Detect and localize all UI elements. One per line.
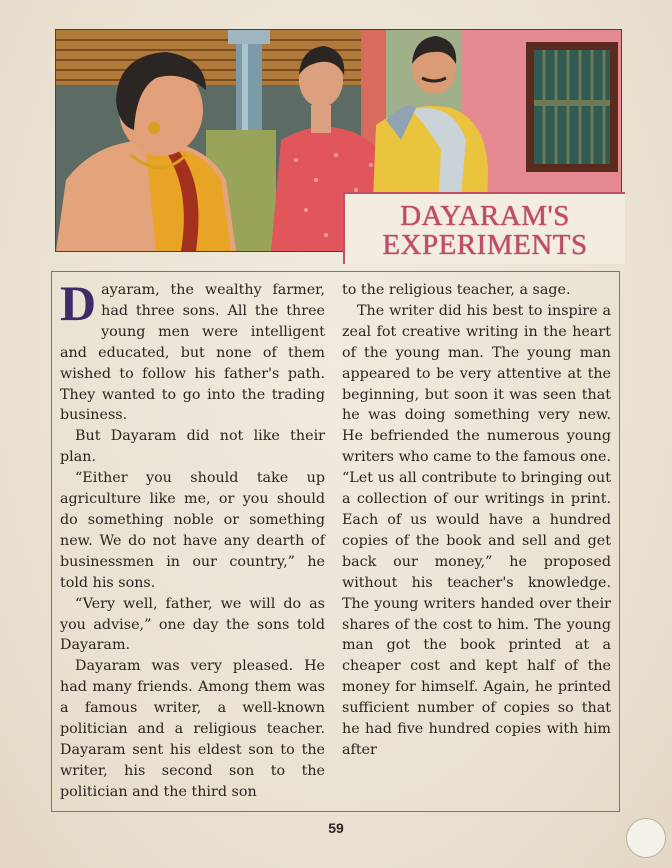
left-column [60, 275, 325, 803]
paragraph-6: to the religious teacher, a sage. [342, 282, 571, 298]
library-stamp [626, 818, 666, 858]
paragraph-5: Dayaram was very pleased. He had many friends. Among them was a famous writer, a well-known politician and a religious teacher. Dayaram sent his eldest son to the writer, his second son to the politician and the third son [60, 658, 325, 800]
drop-cap: D [60, 275, 97, 331]
paragraph-2: But Dayaram did not like their plan. [60, 428, 325, 466]
paragraph-1 [60, 275, 325, 426]
right-column [342, 280, 611, 761]
story-title [343, 192, 625, 264]
title-line-1: DAYARAM'S [400, 200, 570, 232]
paragraph-4: “Very well, father, we will do as you advise,” one day the sons told Dayaram. [60, 595, 325, 654]
title-line-2: EXPERIMENTS [382, 229, 588, 261]
paragraph-3: “Either you should take up agriculture like me, or you should do something noble or something new. We do not have any dearth of businessmen in our country,” he told his sons. [60, 470, 325, 591]
page-number: 59 [328, 820, 344, 836]
paragraph-1-text: ayaram, the wealthy farmer, had three sons. All the three young men were intelligent and educated, but none of them wished to follow his father's path. They wanted to go into the trading business. [60, 282, 325, 424]
paragraph-7: The writer did his best to inspire a zeal fot creative writing in the heart of the young man. The young man appeared to be very attentive at the beginning, but soon it was seen that he was doing something very new. He befriended the numerous young writers who came to the famous one. “Let us all contribute to bringing out a collection of our writings in print. Each of us would have a hundred copies of the book and sell and get back our money,” he proposed without his teacher's knowledge. The young writers handed over their shares of the cost to him. The young man got the book printed at a cheaper cost and kept half of the money for himself. Again, he printed sufficient number of copies so that he had five hundred copies with him after [342, 302, 612, 758]
